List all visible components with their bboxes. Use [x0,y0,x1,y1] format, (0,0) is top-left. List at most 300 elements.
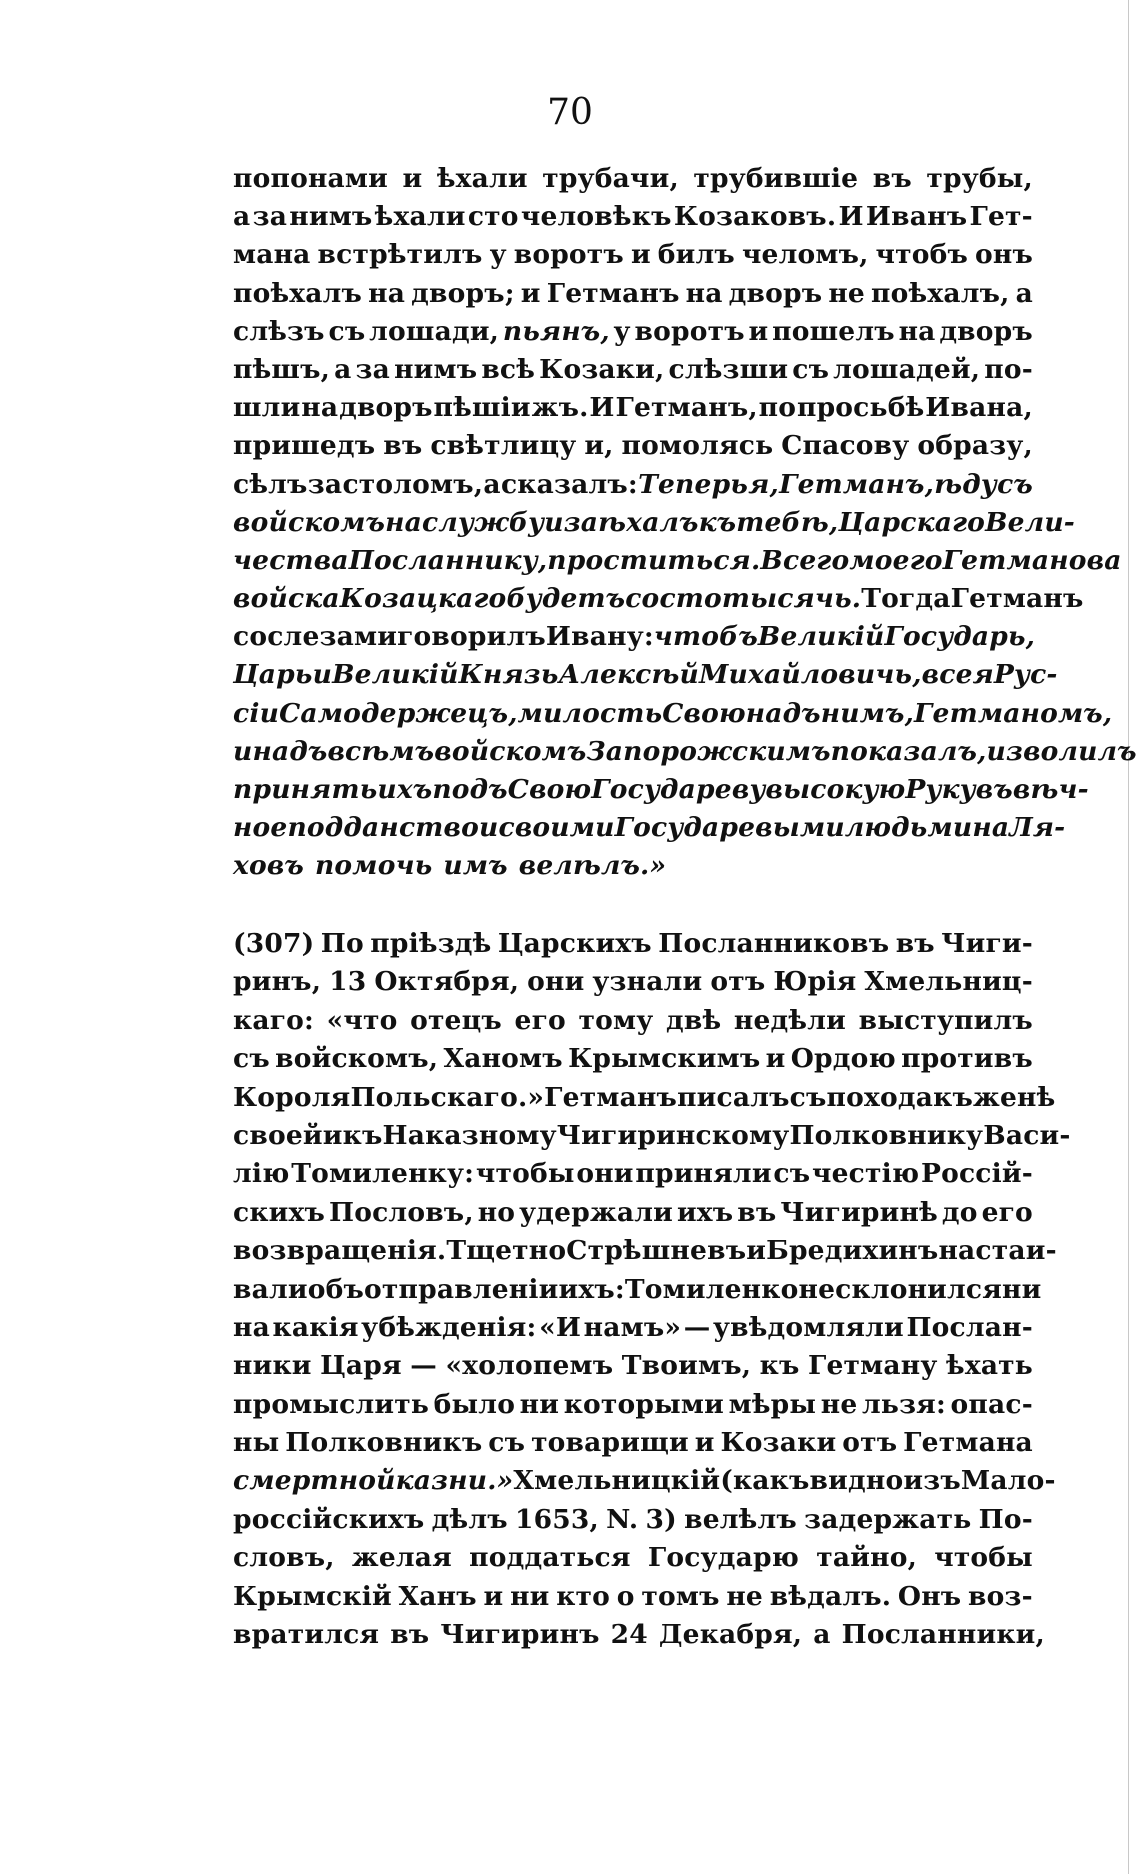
word: Чиги- [941,928,1033,959]
word: Тщетно [446,1235,567,1267]
word: Свою [507,774,592,805]
text-line [233,1155,1033,1193]
word: жъ. [531,392,589,424]
word: мана [233,239,311,271]
word: и [520,277,541,309]
text-line [233,389,1033,427]
word: по- [984,353,1033,385]
word: льзя: [862,1388,946,1420]
word: чтобы [934,1542,1033,1574]
word: ихъ [377,774,433,805]
word: сказалъ: [500,468,638,500]
word: Царь [233,659,313,691]
word: я, [748,468,779,500]
word: будетъ [506,583,626,615]
text-line [233,1462,1056,1500]
word: съ [773,1158,811,1190]
text-line [233,1424,1033,1462]
text-line [233,1578,1033,1616]
word: но [477,1196,516,1228]
word: Ханомъ [443,1043,563,1075]
word: Посланники, [841,1619,1045,1651]
word: Стрѣшневъ [566,1235,747,1267]
text-line [233,1232,1057,1270]
word: выступилъ [858,1004,1033,1036]
word: удержали [519,1196,674,1228]
word: нимъ, [820,697,915,729]
word: встрѣтилъ [317,239,483,271]
word: надъ [745,697,821,729]
word: съ [997,468,1033,500]
text-line [233,427,1033,465]
word: ринъ, [233,966,322,998]
word: и [322,1119,343,1151]
word: и [402,163,423,194]
word: людьми [844,812,973,844]
word: дѣлъ [431,1503,508,1535]
text-line [233,1040,1033,1078]
word: Теперь [638,468,748,500]
word: Самодержецъ, [279,697,518,729]
text-line [233,656,1058,694]
word: подъ [432,774,508,805]
word: вѣч- [1012,774,1089,805]
word: слѣзъ [233,315,325,347]
text-line [233,1079,1056,1117]
text-line [233,1501,1033,1539]
word: въ [737,1196,777,1228]
word: сто [659,583,722,615]
word: трубачи, [542,163,679,194]
word: изъ [903,1465,961,1497]
word: Ханъ [398,1580,477,1612]
word: войскомъ [233,506,386,538]
word: на [898,315,936,347]
word: «И [539,1311,582,1343]
word: съ [789,1081,827,1113]
word: (какъ [720,1465,810,1497]
word: образу, [917,430,1033,462]
word: не [726,1580,763,1612]
word: человѣкъ [520,201,672,233]
word: ны [233,1427,280,1459]
word: не [820,1388,858,1420]
word: Козаки, [539,353,665,385]
page-edge-rule [1128,0,1129,1874]
word: ховъ [233,850,304,882]
word: всѣмъ [327,735,435,767]
text-line [233,236,1033,274]
text-line [233,1616,1045,1654]
word: честію [811,1158,920,1190]
word: товарищи [531,1427,689,1459]
word: тому [578,1004,654,1036]
word: у [613,315,631,347]
word: попонами [233,163,388,194]
word: принять [233,774,378,805]
word: на [233,1311,270,1343]
word: двѣ [665,1004,722,1036]
word: Государю [647,1542,800,1574]
word: а [1015,277,1033,309]
word: Государь, [884,621,1036,653]
word: тебѣ, [736,506,839,538]
word: его [514,1004,566,1036]
word: Полковникъ [285,1427,483,1459]
word: Великій [757,621,885,653]
word: 24 [610,1619,648,1651]
word: Твоимъ, [621,1350,752,1382]
word: къ [759,1350,800,1382]
word: слезами [267,621,398,653]
word: Польскаго.» [350,1081,545,1113]
word: къ [698,506,737,538]
word: желая [351,1542,452,1574]
word: въ [390,1619,430,1651]
text-line [233,313,1033,351]
word: женѣ [973,1081,1056,1113]
word: съ [488,1427,526,1459]
word: россійскихъ [233,1503,425,1535]
word: въ [872,163,912,194]
word: 1653, [514,1503,599,1535]
word: недѣли [733,1004,846,1036]
word: всея [921,659,994,691]
word: ѣхать [945,1350,1033,1382]
text-line [233,1117,1071,1155]
word: не [828,277,865,309]
text-line [233,809,1066,847]
word: Спасову [781,430,910,462]
word: объ [307,1273,365,1305]
word: чтобъ [653,621,758,653]
word: узнали [592,966,703,998]
word: Юрія [773,966,857,998]
word: было [433,1388,516,1420]
text-line [233,275,1033,313]
word: къ [342,1119,383,1151]
word: не [798,1273,836,1305]
word: заѣхалъ [563,506,699,538]
text-line [233,618,1036,656]
word: на [385,506,423,538]
word: Козаки [720,1427,837,1459]
word: Всего [760,544,850,576]
word: высокую [765,774,906,805]
word: нимъ [289,201,373,233]
word: сіи [233,697,280,729]
word: сто [467,201,519,233]
word: войскомъ [434,735,587,767]
word: Алексѣй [558,659,699,691]
word: а [233,201,251,233]
word: имъ [443,850,508,882]
word: Полковнику [789,1119,984,1151]
word: его [981,1196,1033,1228]
word: трубы, [926,163,1033,194]
word: отправленіи [364,1273,559,1305]
text-line [233,1539,1033,1577]
word: воз- [968,1580,1033,1612]
word: а [483,468,501,500]
word: похода [826,1081,934,1113]
word: помолясь [621,430,774,462]
word: слѣзши [668,353,789,385]
word: Михайловичь, [698,659,922,691]
word: Посланниковъ [658,928,890,959]
word: нимъ [394,353,478,385]
word: Ля- [1009,812,1066,844]
word: намъ» [583,1311,682,1343]
word: со [625,583,660,615]
word: Короля [233,1081,351,1113]
word: вали [233,1273,308,1305]
text-line [233,466,1033,504]
word: Чигиринѣ [780,1196,938,1228]
paragraph-1 [233,160,1137,886]
word: Гетманъ, [779,468,935,500]
word: пѣшъ, [233,353,331,385]
word: Тогда [861,583,951,615]
word: ѣхали [436,163,528,194]
word: поѣхалъ [233,277,363,309]
word: всѣ [481,353,536,385]
word: Наказному [382,1119,557,1151]
word: свѣтлицу [430,430,577,462]
word: дворъ [939,315,1033,347]
word: По- [978,1503,1033,1535]
word: Чигиринъ [440,1619,600,1651]
word: Чигиринскому [556,1119,790,1151]
text-line [233,847,1033,885]
word: отецъ [410,1004,502,1036]
word: пришедъ [233,430,376,462]
word: Свою [662,697,746,729]
text-line [233,733,1137,771]
word: войска [233,583,340,615]
word: — [683,1311,711,1343]
word: Гетмана [903,1427,1033,1459]
word: Декабря, [658,1619,803,1651]
word: Ивана, [925,392,1033,424]
word: въ [383,430,423,462]
word: и [765,1043,786,1075]
text-line [233,695,1113,733]
word: казни.» [395,1465,514,1497]
word: Великій [332,659,459,691]
word: Хмельницкій [513,1465,721,1497]
word: Гет- [969,201,1033,233]
word: возвращенія. [233,1235,447,1267]
text-line [233,542,1122,580]
word: кто [556,1580,611,1612]
word: которыми [563,1388,724,1420]
word: и [483,1580,504,1612]
word: (307) [233,928,315,959]
word: сѣлъ [233,468,308,500]
word: лію [233,1158,290,1190]
word: надъ [252,735,328,767]
text-line [233,1002,1033,1040]
word: смертной [233,1465,396,1497]
word: билъ [657,239,735,271]
word: а [334,353,352,385]
word: настаи- [938,1235,1057,1267]
word: Ордою [790,1043,896,1075]
word: за [307,468,343,500]
word: Государевыми [614,812,845,844]
word: воротъ [513,239,624,271]
word: 13 [329,966,367,998]
word: службу [422,506,545,538]
word: велѣлъ.» [518,850,667,882]
text-line [233,1347,1033,1385]
word: какія [272,1311,359,1343]
word: ники [233,1350,312,1382]
word: скихъ [233,1196,326,1228]
word: говорилъ [397,621,546,653]
word: за [252,201,288,233]
word: Гетманъ [544,1081,678,1113]
word: Вели- [985,506,1075,538]
word: пѣшіи [433,392,531,424]
word: и [630,239,651,271]
word: каго: [233,1004,315,1036]
word: своими [498,812,615,844]
word: своей [233,1119,323,1151]
word: на [301,392,339,424]
text-line [233,925,1033,963]
word: Иванъ [865,201,968,233]
word: лошади, [369,315,500,347]
word: и [544,506,564,538]
word: Гетману [807,1350,938,1382]
word: пьянъ, [502,315,610,347]
word: Государеву [591,774,766,805]
word: на [685,277,723,309]
word: и [746,1235,767,1267]
word: Гетманъ [950,583,1084,615]
word: на [972,812,1010,844]
word: задержать [804,1503,972,1535]
word: проститься. [547,544,761,576]
word: и [312,659,333,691]
text-line [233,580,1084,618]
word: Россій- [920,1158,1033,1190]
word: велѣлъ [684,1503,797,1535]
word: съ [792,353,830,385]
word: Гетманова [942,544,1122,576]
word: воротъ [634,315,745,347]
word: поддаться [469,1542,631,1574]
word: челомъ, [741,239,869,271]
word: Бредихинъ [766,1235,939,1267]
paragraph-2 [233,925,1071,1654]
word: — [410,1350,437,1382]
word: у [489,239,507,271]
word: ни [510,1580,550,1612]
word: Васи- [983,1119,1071,1151]
word: Хмельниц- [864,966,1033,998]
word: подданство [287,812,480,844]
word: видно [809,1465,904,1497]
text-line [233,963,1033,1001]
word: войскомъ, [275,1043,439,1075]
word: и [233,735,253,767]
word: съ [233,1043,270,1075]
word: Запорожскимъ [586,735,831,767]
word: въ [975,774,1013,805]
word: дворъ; [411,277,515,309]
word: чества [233,544,349,576]
word: Октября, [374,966,520,998]
word: Царскаго [838,506,986,538]
word: Князь [458,659,559,691]
word: ное [233,812,288,844]
text-line [233,198,1033,236]
word: Руку [905,774,976,805]
word: пріѣздѣ [370,928,492,959]
word: противъ [901,1043,1033,1075]
word: на [368,277,406,309]
word: писалъ [677,1081,790,1113]
word: Посланнику, [348,544,548,576]
word: къ [933,1081,973,1113]
text-line [233,160,1033,198]
word: Крымскимъ [568,1043,761,1075]
word: до [941,1196,978,1228]
word: пошелъ [772,315,895,347]
word: моего [849,544,943,576]
word: мѣры [728,1388,817,1420]
word: Томиленко [624,1273,799,1305]
page-number: 70 [547,92,593,133]
word: въ [895,928,935,959]
word: ихъ [676,1196,734,1228]
word: Онъ [897,1580,962,1612]
word: они [576,1158,634,1190]
word: чтобы [475,1158,575,1190]
word: изволилъ [986,735,1137,767]
word: Гетманомъ, [914,697,1113,729]
word: Ивану: [545,621,654,653]
word: По [320,928,364,959]
text-line [233,1194,1033,1232]
word: «что [326,1004,398,1036]
word: онъ [975,239,1033,271]
word: Томиленку: [291,1158,475,1190]
word: а [813,1619,831,1651]
word: Козацкаго [339,583,507,615]
word: склонился [835,1273,1003,1305]
word: N. [606,1503,639,1535]
word: И [838,201,864,233]
word: они [527,966,585,998]
word: лошадей, [833,353,981,385]
word: по [758,392,797,424]
word: «холопемъ [445,1350,614,1382]
text-line [233,771,1089,809]
word: поѣхалъ, [871,277,1010,309]
text-line [233,1271,1042,1309]
word: показалъ, [830,735,987,767]
word: столомъ, [342,468,484,500]
word: ѣхали [374,201,466,233]
word: И [589,392,615,424]
word: и [694,1427,715,1459]
word: трубившіе [693,163,859,194]
word: вратился [233,1619,380,1651]
